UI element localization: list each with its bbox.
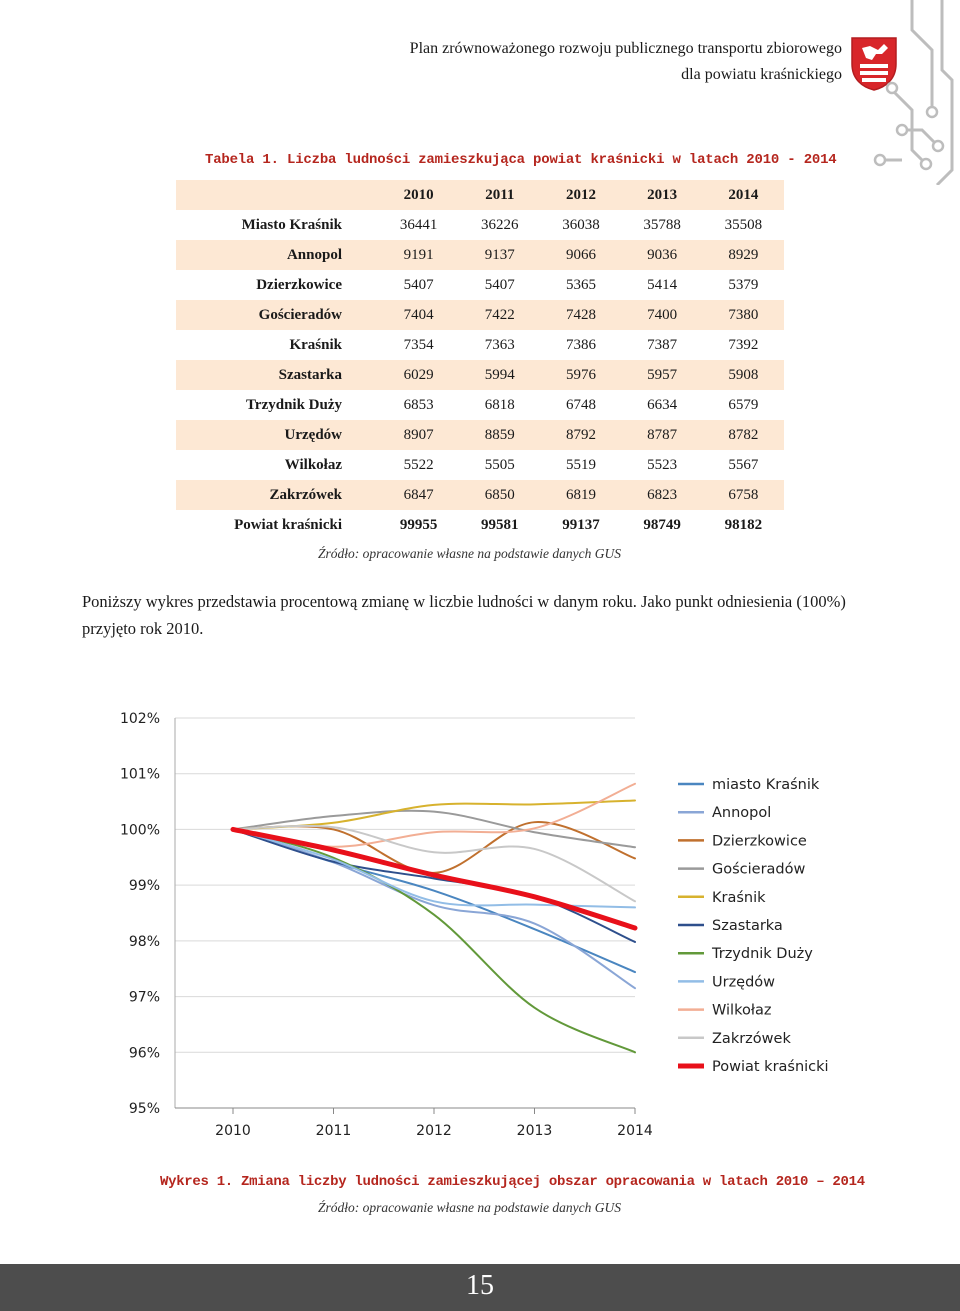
y-tick-label: 99% [128,878,160,895]
population-cell: 7387 [647,336,678,353]
population-cell: 9066 [540,240,621,270]
row-name: Urzędów [176,420,378,450]
population-cell: 5567 [728,456,759,473]
population-cell: 5976 [540,360,621,390]
table-row [176,510,784,540]
row-name: Trzydnik Duży [246,396,342,413]
table-row [176,240,784,270]
population-cell: 98182 [724,516,763,533]
population-cell: 5908 [703,360,784,390]
population-cell: 99581 [481,516,519,533]
population-cell: 6758 [703,480,784,510]
population-cell: 7363 [484,336,515,353]
page-number: 15 [466,1270,494,1301]
legend-label: Wilkołaz [712,1002,772,1019]
y-tick-label: 96% [128,1045,160,1062]
population-cell: 5407 [484,276,515,293]
x-tick-label: 2011 [315,1123,352,1139]
year-header: 2012 [540,180,621,210]
row-name: Miasto Kraśnik [241,216,342,233]
table-caption: Tabela 1. Liczba ludności zamieszkująca powiat kraśnicki w latach 2010 - 2014 [205,152,837,168]
legend-label: Zakrzówek [712,1030,791,1047]
table-row [176,330,784,360]
population-cell: 6748 [565,396,596,413]
population-cell: 8859 [459,420,540,450]
population-cell: 5957 [622,360,703,390]
chart-caption: Wykres 1. Zmiana liczby ludności zamieszkującej obszar opracowania w latach 2010 – 2014 [160,1174,865,1190]
chart-source-note: Źródło: opracowanie własne na podstawie danych GUS [318,1200,621,1215]
row-name: Gościeradów [176,300,378,330]
x-tick-label: 2010 [215,1123,251,1139]
population-cell: 6634 [647,396,678,413]
row-name: Dzierzkowice [256,276,342,293]
row-name: Wilkołaz [284,456,342,473]
row-name: Powiat kraśnicki [234,516,342,533]
population-cell: 5994 [459,360,540,390]
row-name: Kraśnik [289,336,342,353]
y-tick-label: 98% [128,933,160,950]
description-paragraph: Poniższy wykres przedstawia procentową zmianę w liczbie ludności w danym roku. Jako punkt odniesienia (100%) przyjęto rok 2010. [82,592,846,638]
table-row [176,360,784,390]
population-cell: 8792 [540,420,621,450]
y-tick-label: 102% [119,711,160,727]
table-header-blank [176,180,378,210]
row-name: Zakrzówek [176,480,378,510]
population-cell: 5365 [565,276,596,293]
legend-label: Urzędów [712,974,776,991]
population-cell: 7386 [565,336,596,353]
population-cell: 5379 [728,276,759,293]
population-cell: 7422 [459,300,540,330]
population-cell: 35508 [724,216,763,233]
population-cell: 35788 [643,216,681,233]
population-cell: 6818 [484,396,515,413]
population-cell: 8907 [378,420,459,450]
legend-label: Trzydnik Duży [712,946,813,963]
population-cell: 7380 [703,300,784,330]
population-cell: 5414 [647,276,678,293]
table-row [176,450,784,480]
population-cell: 99137 [562,516,600,533]
table-row [176,210,784,240]
population-cell: 99955 [399,516,438,533]
population-cell: 7392 [728,336,759,353]
table-row [176,270,784,300]
document-header [410,36,842,88]
series-line [233,800,635,829]
table-source-note: Źródło: opracowanie własne na podstawie danych GUS [318,546,621,561]
year-header: 2011 [459,180,540,210]
legend-label: miasto Kraśnik [712,777,820,793]
population-change-chart [0,690,960,1150]
y-tick-label: 95% [128,1101,160,1117]
population-cell: 7404 [378,300,459,330]
population-cell: 6847 [378,480,459,510]
year-header: 2014 [703,180,784,210]
population-cell: 36441 [399,216,438,233]
population-cell: 5505 [484,456,515,473]
population-cell: 5407 [403,276,434,293]
population-cell: 8929 [703,240,784,270]
year-header: 2013 [622,180,703,210]
population-cell: 36038 [562,216,600,233]
population-cell: 9036 [622,240,703,270]
population-cell: 6823 [622,480,703,510]
table-row [176,300,784,330]
table-row [176,390,784,420]
x-tick-label: 2014 [617,1123,653,1139]
population-cell: 8782 [703,420,784,450]
row-name: Annopol [176,240,378,270]
legend-label: Annopol [712,805,772,822]
header-title-line2: dla powiatu kraśnickiego [681,66,842,83]
legend-label: Dzierzkowice [712,833,807,850]
population-cell: 5522 [403,456,434,473]
population-cell: 7354 [403,336,434,353]
legend-label: Kraśnik [712,889,766,906]
y-tick-label: 100% [119,822,160,839]
population-cell: 6819 [540,480,621,510]
legend-label: Powiat kraśnicki [712,1059,829,1075]
year-header: 2010 [378,180,459,210]
population-cell: 7428 [540,300,621,330]
population-cell: 98749 [643,516,681,533]
population-table [176,180,784,540]
population-cell: 9191 [378,240,459,270]
x-tick-label: 2013 [516,1123,553,1139]
table-row [176,420,784,450]
legend-label: Gościeradów [712,861,806,878]
y-tick-label: 101% [119,766,160,783]
y-tick-label: 97% [128,989,160,1006]
population-cell: 6029 [378,360,459,390]
population-cell: 5523 [647,456,678,473]
population-cell: 6850 [459,480,540,510]
population-cell: 6853 [403,396,434,413]
x-tick-label: 2012 [416,1123,452,1139]
population-cell: 5519 [565,456,596,473]
population-cell: 9137 [459,240,540,270]
population-cell: 8787 [622,420,703,450]
population-cell: 7400 [622,300,703,330]
circuit-decoration-icon [852,0,960,185]
population-cell: 6579 [728,396,759,413]
table-header-row [176,180,784,210]
row-name: Szastarka [176,360,378,390]
header-title-line1: Plan zrównoważonego rozwoju publicznego transportu zbiorowego [409,40,842,57]
series-line [233,784,635,847]
legend-label: Szastarka [712,918,783,934]
population-cell: 36226 [481,216,519,233]
table-row [176,480,784,510]
